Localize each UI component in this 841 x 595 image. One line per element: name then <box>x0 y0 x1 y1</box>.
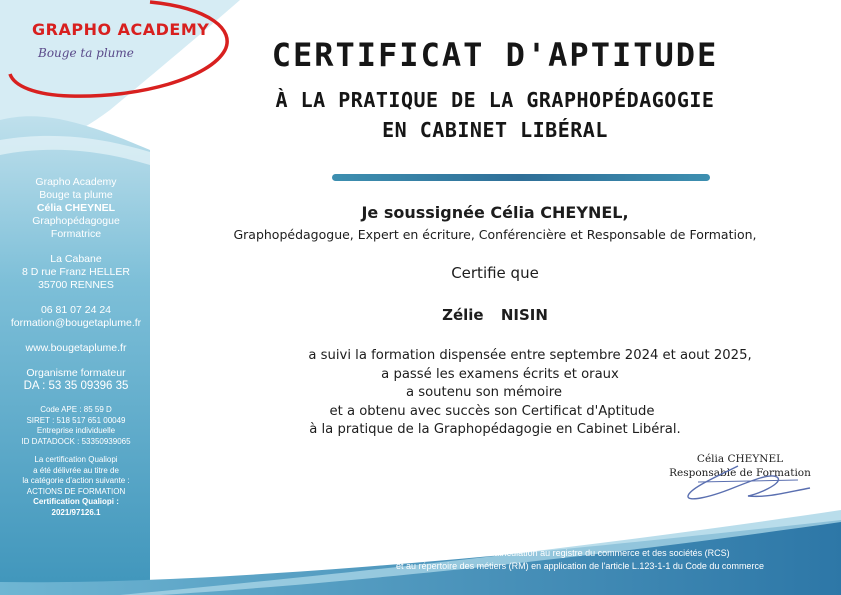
certificate-subtitle-1: À LA PRATIQUE DE LA GRAPHOPÉDAGOGIE <box>275 88 715 112</box>
sidebar-address-3: 35700 RENNES <box>38 279 114 291</box>
body-line-2: a passé les examens écrits et oraux <box>381 366 619 382</box>
certifie-label: Certifie que <box>451 264 539 282</box>
sidebar-qualiopi-1: La certification Qualiopi <box>34 455 118 464</box>
body-line-4: et a obtenu avec succès son Certificat d'Aptitude <box>329 403 655 419</box>
certificate-title: CERTIFICAT D'APTITUDE <box>271 36 719 74</box>
sidebar-datadock: ID DATADOCK : 53350939065 <box>21 436 131 446</box>
signature-name: Célia CHEYNEL <box>696 453 784 465</box>
sidebar-qualiopi-2: a été délivrée au titre de <box>33 465 119 475</box>
sidebar-ape: Code APE : 85 59 D <box>40 405 112 414</box>
sidebar-role: Graphopédagogue <box>32 215 120 227</box>
sidebar-email: formation@bougetaplume.fr <box>10 317 142 329</box>
signatory-roles: Graphopédagogue, Expert en écriture, Conférencière et Responsable de Formation, <box>233 227 757 242</box>
sidebar-qualiopi-5: Certification Qualiopi : <box>33 497 119 506</box>
sidebar-qualiopi-3: la catégorie d'action suivante : <box>22 476 130 485</box>
body-line-3: a soutenu son mémoire <box>405 385 563 400</box>
sidebar-org-label: Organisme formateur <box>26 367 126 379</box>
footer-line-1: Dispensé d'immatriculation au registre du commerce et des sociétés (RCS) <box>430 548 730 558</box>
body-line-5: à la pratique de la Graphopédagogie en Cabinet Libéral. <box>309 422 681 437</box>
sidebar-entreprise: Entreprise individuelle <box>36 426 116 435</box>
sidebar-website: www.bougetaplume.fr <box>25 342 127 354</box>
footer-line-2: et au répertoire des métiers (RM) en application de l'article L.123-1-1 du Code du commerce <box>396 561 764 571</box>
footer-legal <box>340 547 820 573</box>
sidebar-address-1: La Cabane <box>50 253 102 265</box>
handwritten-signature <box>678 458 818 508</box>
sidebar-contact <box>8 176 144 518</box>
sidebar-qualiopi-6: 2021/97126.1 <box>51 507 101 517</box>
sidebar-tagline: Bouge ta plume <box>39 189 113 201</box>
logo-tagline: Bouge ta plume <box>38 46 134 60</box>
sidebar-name: Célia CHEYNEL <box>36 202 116 214</box>
body-line-1: a suivi la formation dispensée entre septembre 2024 et aout 2025, <box>308 348 752 363</box>
certificate-body <box>150 347 840 440</box>
sidebar-phone: 06 81 07 24 24 <box>40 304 112 316</box>
signature-title: Responsable de Formation <box>669 467 811 479</box>
sidebar-address-2: 8 D rue Franz HELLER <box>22 266 130 278</box>
sidebar-org: Grapho Academy <box>35 176 117 188</box>
sidebar-qualiopi-4: ACTIONS DE FORMATION <box>26 486 126 496</box>
signatory-line: Je soussignée Célia CHEYNEL, <box>361 203 629 222</box>
recipient-name: Zélie NISIN <box>442 306 548 324</box>
certificate-subtitle-2: EN CABINET LIBÉRAL <box>382 118 608 142</box>
title-divider <box>332 174 710 181</box>
logo-brand: GRAPHO ACADEMY <box>32 20 210 39</box>
sidebar-role-2: Formatrice <box>50 228 102 240</box>
sidebar-siret: SIRET : 518 517 651 00049 <box>26 415 126 425</box>
sidebar-da: DA : 53 35 09396 35 <box>23 380 129 392</box>
